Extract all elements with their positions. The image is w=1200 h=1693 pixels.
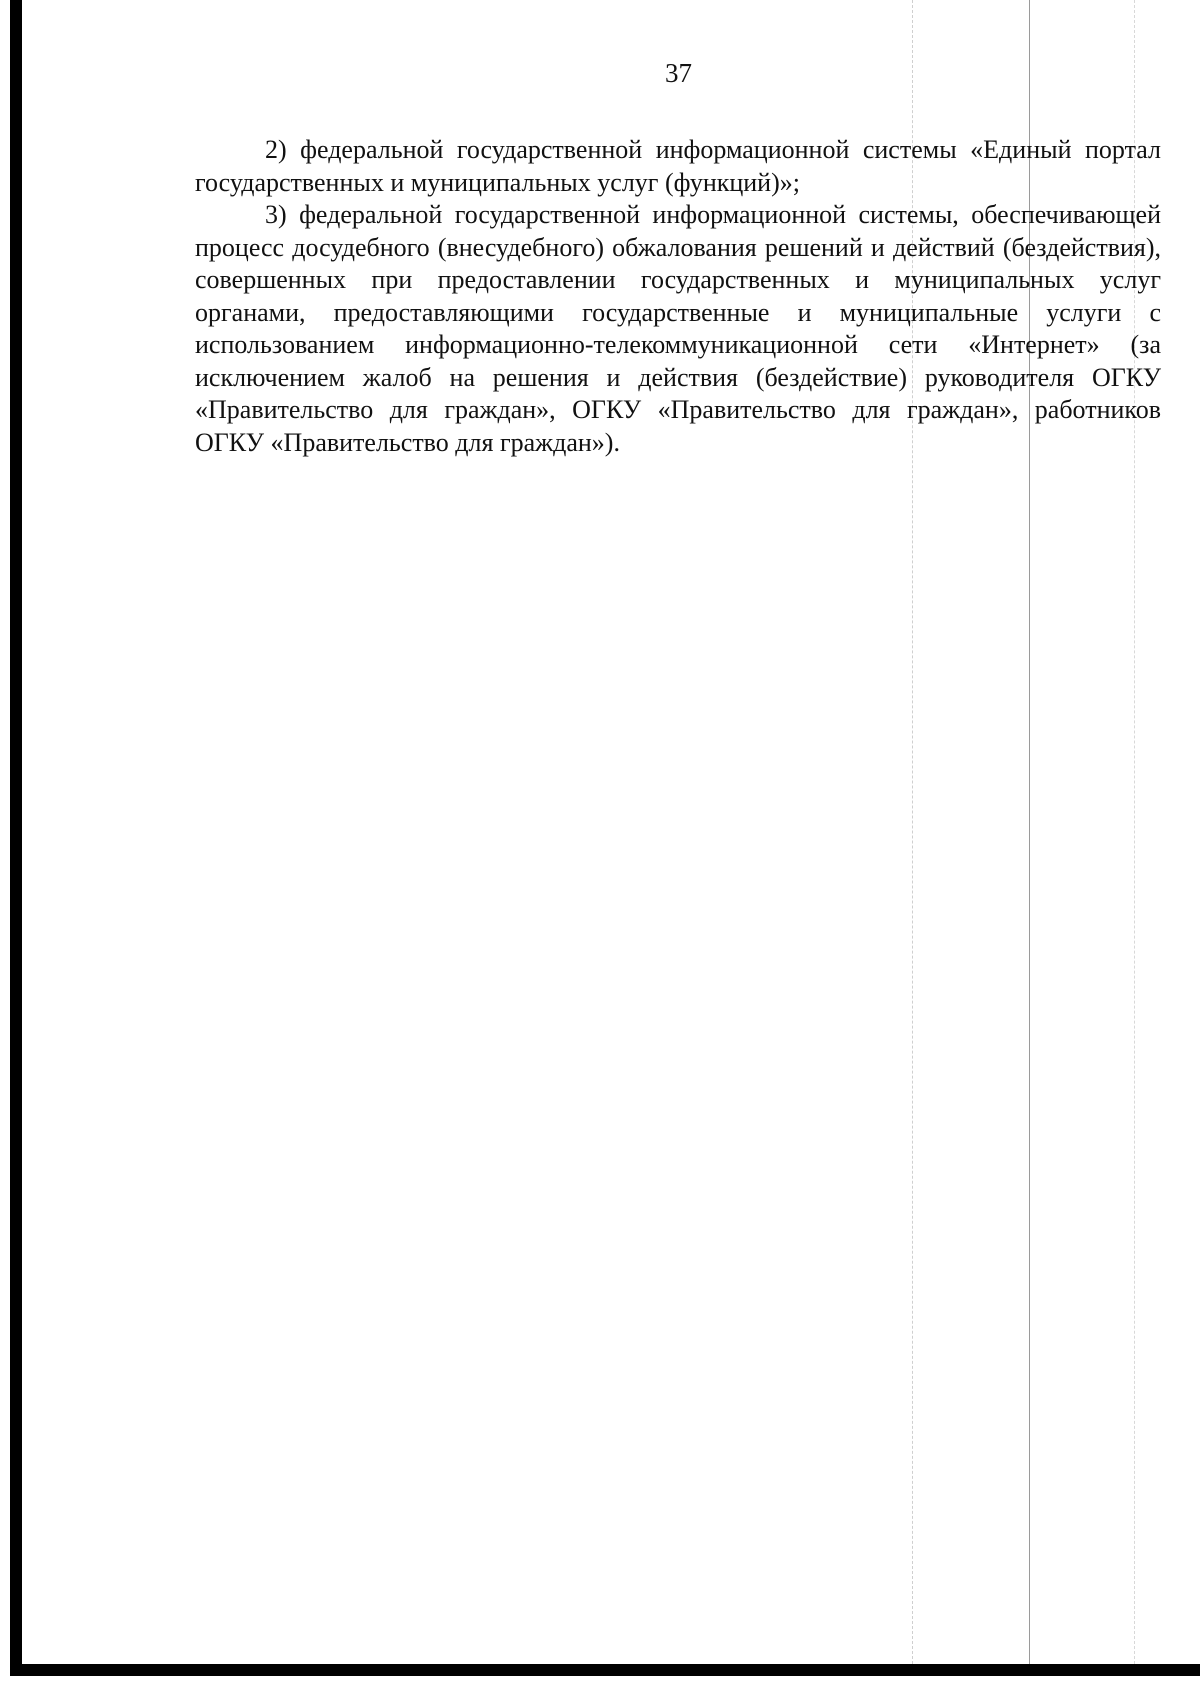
paragraph-item-2: 2) федеральной государственной информационной системы «Единый портал государственных и муниципальных услуг (функций)»; [195,135,1161,197]
paragraph-item-3: 3) федеральной государственной информационной системы, обеспечивающей процесс досудебного (внесудебного) обжалования решений и действий (бездействия), совершенных при предоставлении государственных и муниципальных услуг органами, предоставляющими государственные и муниципальные услуги с использованием информационно-телекоммуникационной сети «Интернет» (за исключением жалоб на решения и действия (бездействие) руководителя ОГКУ «Правительство для граждан», ОГКУ «Правительство для граждан», работников ОГКУ «Правительство для граждан»). [195,200,1161,457]
scan-border-bottom [10,1664,1200,1676]
page-number: 37 [665,58,692,88]
scan-border-left [10,0,22,1676]
body-text [195,134,1161,459]
